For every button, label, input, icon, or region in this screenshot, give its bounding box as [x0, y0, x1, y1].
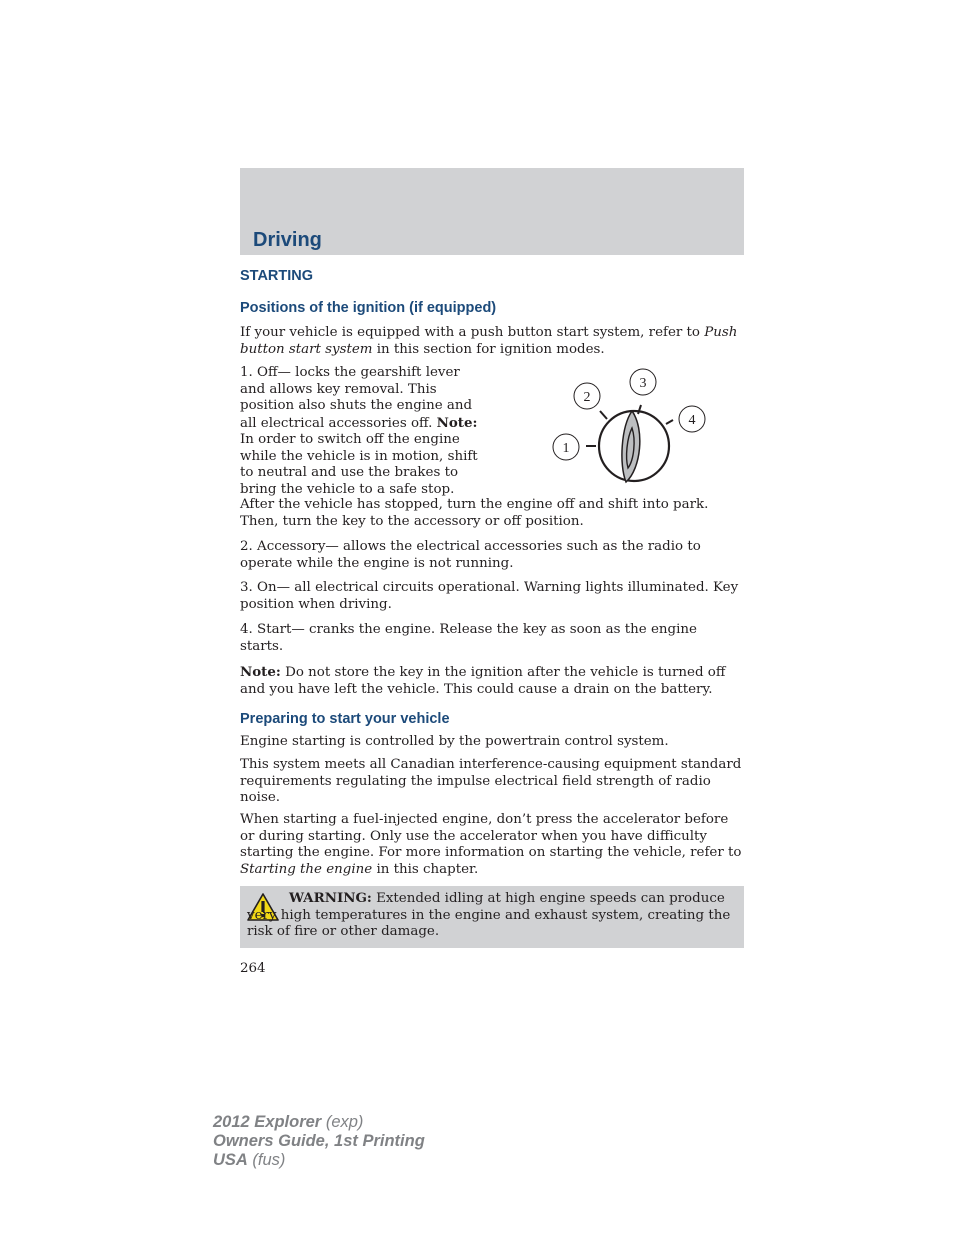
warning-body: Extended idling at high engine speeds can produce very high temperatures in the engine and exhaust system, creating the risk of fire or other damage.: [247, 891, 731, 939]
warning-text: [247, 890, 735, 941]
footer-line-1: [213, 1113, 425, 1132]
intro-text-end: in this section for ignition modes.: [372, 341, 605, 357]
item-start-paragraph: 4. Start— cranks the engine. Release the key as soon as the engine starts.: [240, 622, 697, 654]
note-label: Note:: [240, 664, 281, 680]
intro-paragraph: [240, 325, 744, 358]
footer-line-2: [213, 1132, 425, 1151]
footer-model: 2012 Explorer: [213, 1113, 322, 1131]
position-4-label: 4: [688, 413, 696, 428]
footer-region: USA: [213, 1151, 248, 1169]
subsection-heading-ignition: Positions of the ignition (if equipped): [240, 300, 497, 316]
prep-text: When starting a fuel-injected engine, don’t press the accelerator before or during starting. Only use the accelerator when you have difficulty starting the engine. For more information on starting the vehicle, refer to: [240, 812, 742, 860]
ignition-diagram: [545, 365, 715, 500]
footer-printing: Owners Guide, 1st Printing: [213, 1132, 425, 1150]
item-off-note: In order to switch off the engine while the vehicle is in motion, shift to neutral and use the brakes to bring the vehicle to a safe stop.: [240, 432, 478, 497]
item-off-continuation: After the vehicle has stopped, turn the engine off and shift into park. Then, turn the key to the accessory or off position.: [240, 497, 709, 529]
footer-model-code: (exp): [321, 1113, 364, 1131]
item-off-paragraph: [240, 365, 485, 498]
position-2-label: 2: [583, 390, 591, 405]
starting-engine-reference: Starting the engine: [240, 861, 373, 877]
note-label: Note:: [436, 414, 478, 431]
warning-box: [240, 886, 744, 948]
section-heading: STARTING: [240, 268, 314, 284]
position-2-tick: [600, 411, 607, 419]
position-4-tick: [666, 420, 673, 424]
footer-line-3: [213, 1151, 425, 1170]
item-off-text: 1. Off— locks the gearshift lever and allows key removal. This position also shuts the engine and all electrical accessories off.: [240, 365, 473, 431]
prep-paragraph-3: [240, 812, 744, 878]
prep-paragraph-2: This system meets all Canadian interference-causing equipment standard requirements regulating the impulse electrical field strength of radio noise.: [240, 757, 742, 805]
chapter-header-band: [240, 168, 744, 255]
footer: [213, 1113, 425, 1170]
warning-label: WARNING:: [289, 890, 372, 906]
push-button-reference: Push button start system: [240, 325, 738, 357]
subsection-heading-preparing: Preparing to start your vehicle: [240, 711, 450, 727]
position-3-label: 3: [639, 376, 647, 391]
footer-region-code: (fus): [247, 1151, 286, 1169]
note-text: Do not store the key in the ignition after the vehicle is turned off and you have left the vehicle. This could cause a drain on the battery.: [240, 665, 726, 697]
position-1-label: 1: [562, 441, 570, 456]
chapter-title: Driving: [253, 229, 322, 251]
page-number: 264: [240, 961, 266, 976]
battery-note-paragraph: [240, 664, 744, 698]
item-accessory-paragraph: 2. Accessory— allows the electrical accessories such as the radio to operate while the engine is not running.: [240, 539, 701, 571]
item-on-paragraph: 3. On— all electrical circuits operational. Warning lights illuminated. Key position when driving.: [240, 580, 739, 612]
prep-paragraph-1: Engine starting is controlled by the powertrain control system.: [240, 734, 669, 749]
prep-text-end: in this chapter.: [372, 861, 479, 877]
intro-text: If your vehicle is equipped with a push button start system, refer to: [240, 325, 700, 340]
